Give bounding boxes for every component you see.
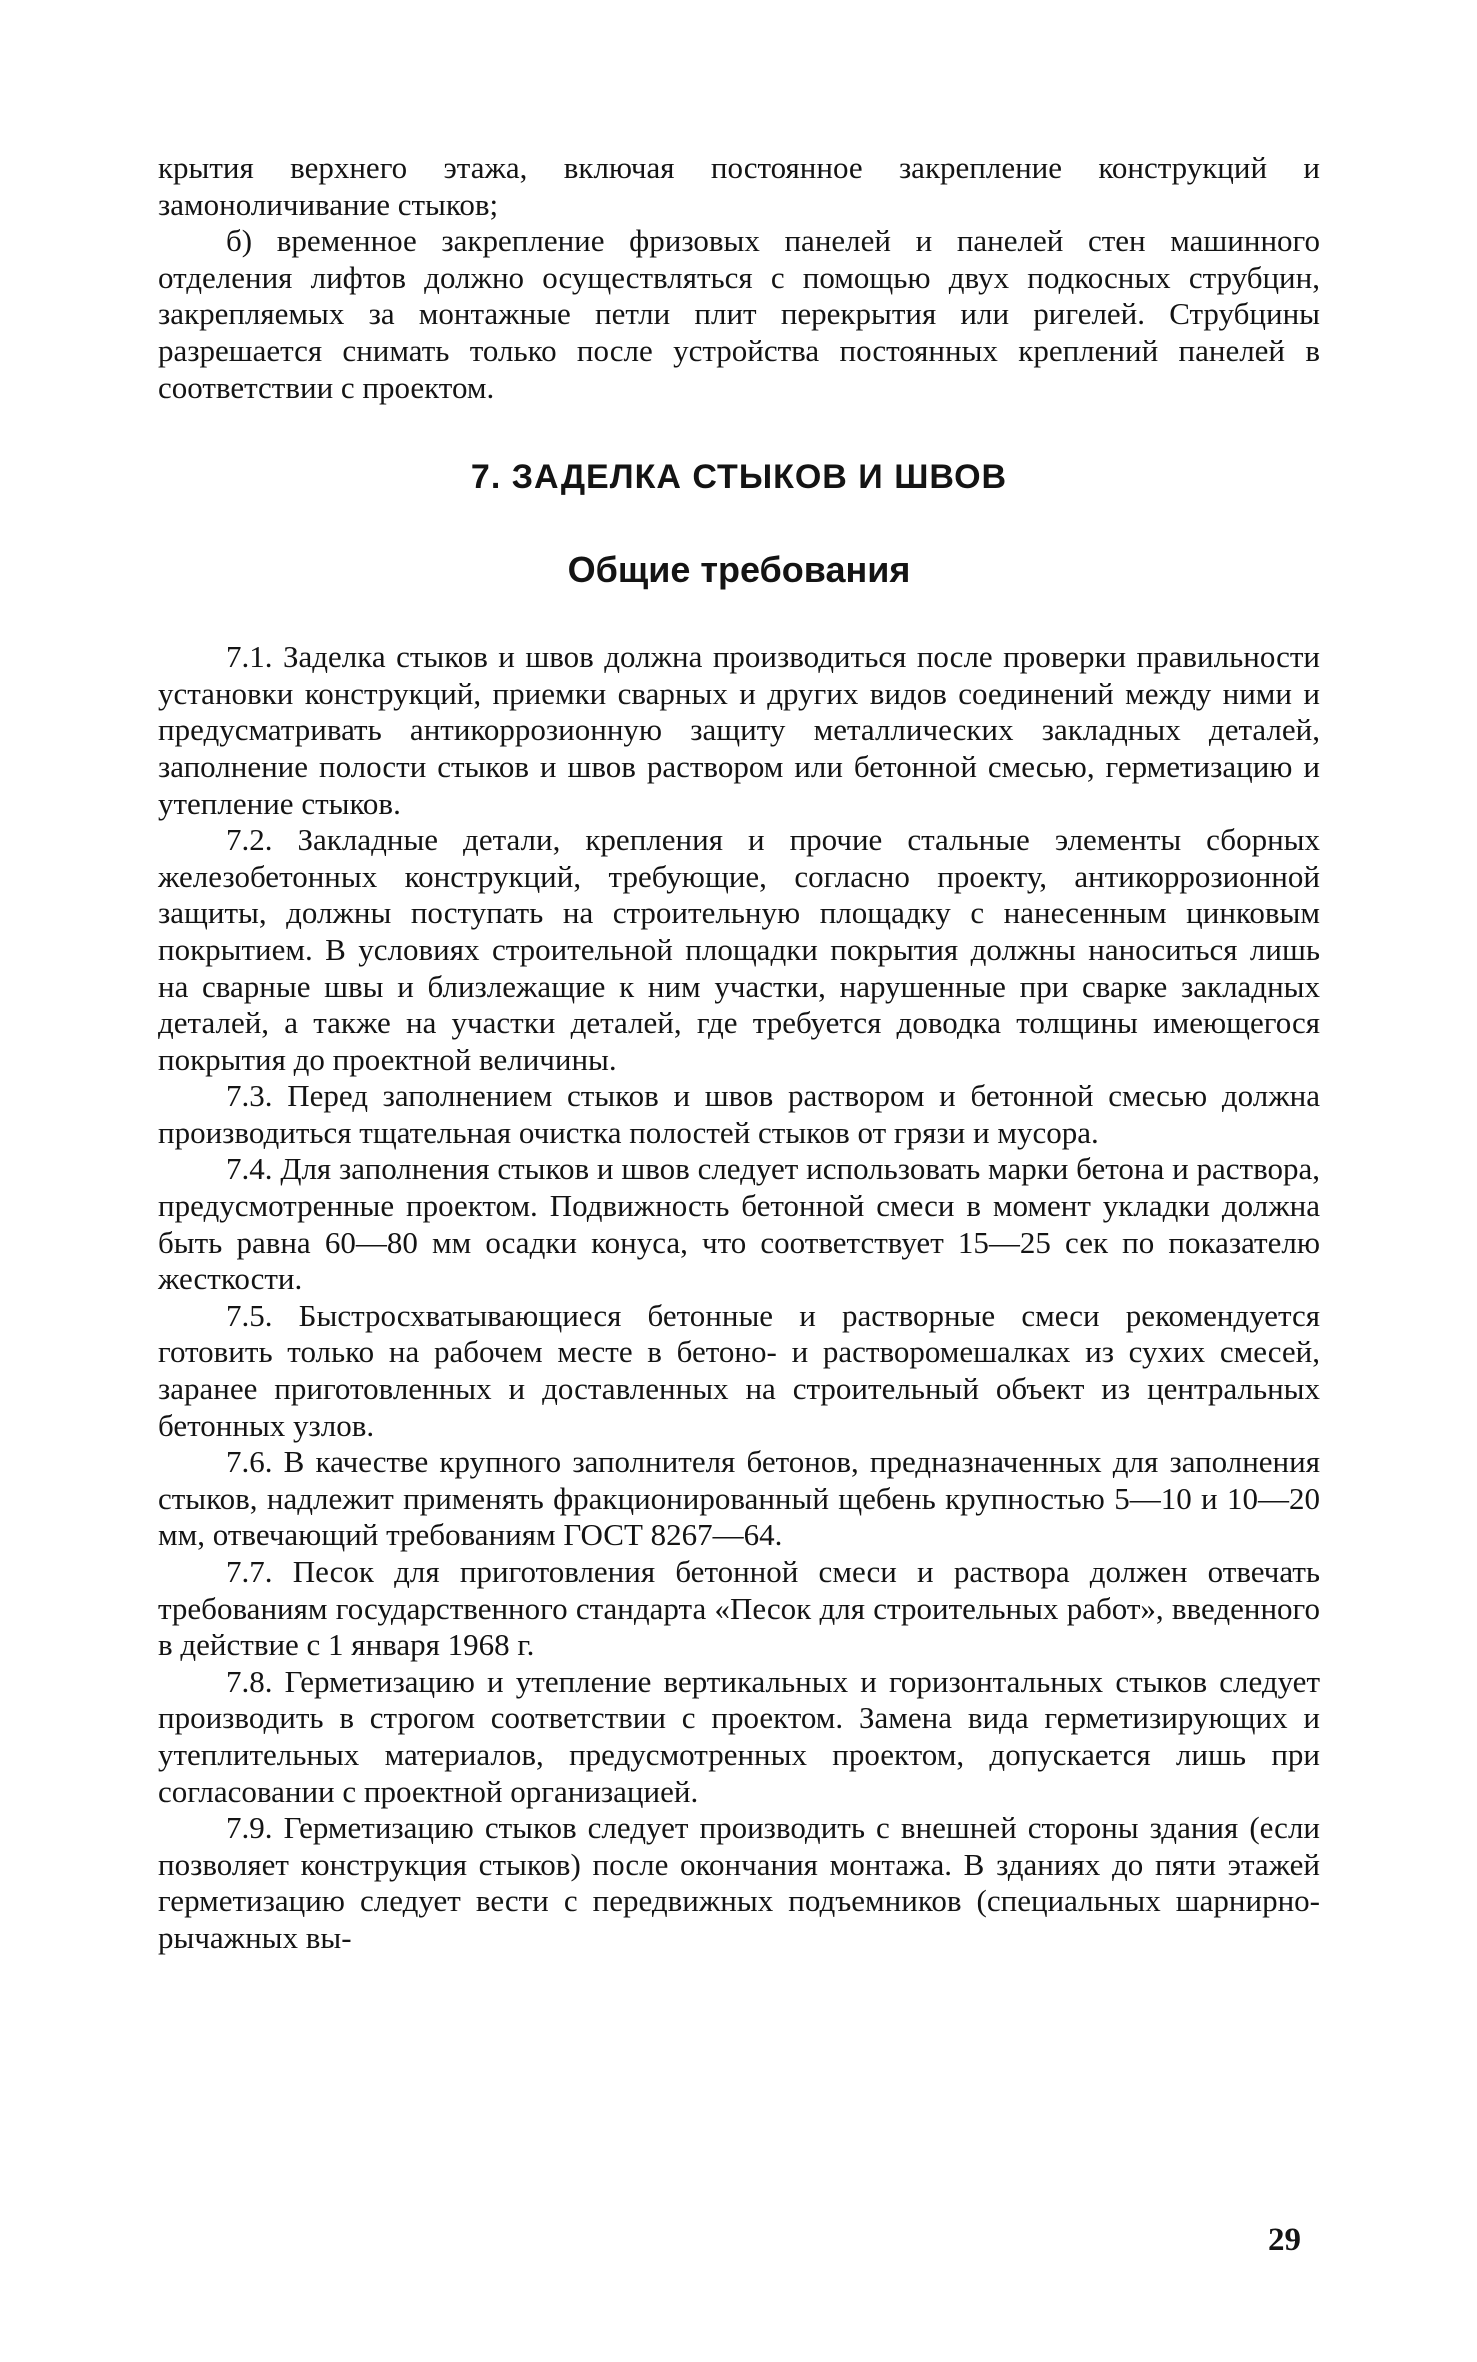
clause-7-7: 7.7. Песок для приготовления бетонной смеси и раствора должен отвечать требованиям государственного стандарта «Песок для строительных работ», введенного в действие с 1 января 1968 г. [158,1554,1320,1663]
clause-7-5: 7.5. Быстросхватывающиеся бетонные и растворные смеси рекомендуется готовить только на рабочем месте в бетоно- и растворомешалках из сухих смесей, заранее приготовленных и доставленных на строительный объект из центральных бетонных узлов. [158,1297,1320,1443]
clause-7-8: 7.8. Герметизацию и утепление вертикальных и горизонтальных стыков следует производить в строгом соответствии с проектом. Замена вида герметизирующих и утеплительных материалов, предусмотренных проектом, допускается лишь при согласовании с проектной организацией. [158,1663,1320,1809]
clause-7-6: 7.6. В качестве крупного заполнителя бетонов, предназначенных для заполнения стыков, надлежит применять фракционированный щебень крупностью 5—10 и 10—20 мм, отвечающий требованиям ГОСТ 8267—64. [158,1444,1320,1553]
clause-7-3: 7.3. Перед заполнением стыков и швов раствором и бетонной смесью должна производиться тщательная очистка полостей стыков от грязи и мусора. [158,1078,1320,1150]
clause-7-2: 7.2. Закладные детали, крепления и прочие стальные элементы сборных железобетонных конструкций, требующие, согласно проекту, антикоррозионной защиты, должны поступать на строительную площадку с нанесенным цинковым покрытием. В условиях строительной площадки покрытия должны наноситься лишь на сварные швы и близлежащие к ним участки, нарушенные при сварке закладных деталей, а также на участки деталей, где требуется доводка толщины имеющегося покрытия до проектной величины. [158,822,1320,1077]
paragraph-item-b: б) временное закрепление фризовых панелей и панелей стен машинного отделения лифтов должно осуществляться с помощью двух подкосных струбцин, закрепляемых за монтажные петли плит перекрытия или ригелей. Струбцины разрешается снимать только после устройства постоянных креплений панелей в соответствии с проектом. [158,223,1320,405]
subsection-title: Общие требования [567,549,911,591]
paragraph-continuation: крытия верхнего этажа, включая постоянное закрепление конструкций и замоноличивание стыков; [158,150,1320,222]
clause-7-1: 7.1. Заделка стыков и швов должна производиться после проверки правильности установки конструкций, приемки сварных и других видов соединений между ними и предусматривать антикоррозионную защиту металлических закладных деталей, заполнение полости стыков и швов раствором или бетонной смесью, герметизацию и утепление стыков. [158,639,1320,821]
clause-7-9: 7.9. Герметизацию стыков следует производить с внешней стороны здания (если позволяет конструкция стыков) после окончания монтажа. В зданиях до пяти этажей герметизацию следует вести с передвижных подъемников (специальных шарнирно-рычажных вы- [158,1810,1320,1955]
page-number: 29 [1268,2222,1301,2258]
section-title: 7. ЗАДЕЛКА СТЫКОВ И ШВОВ [470,458,1008,497]
clause-7-4: 7.4. Для заполнения стыков и швов следует использовать марки бетона и раствора, предусмотренные проектом. Подвижность бетонной смеси в момент укладки должна быть равна 60—80 мм осадки конуса, что соответствует 15—25 сек по показателю жесткости. [158,1151,1320,1297]
document-page [158,150,1320,1957]
